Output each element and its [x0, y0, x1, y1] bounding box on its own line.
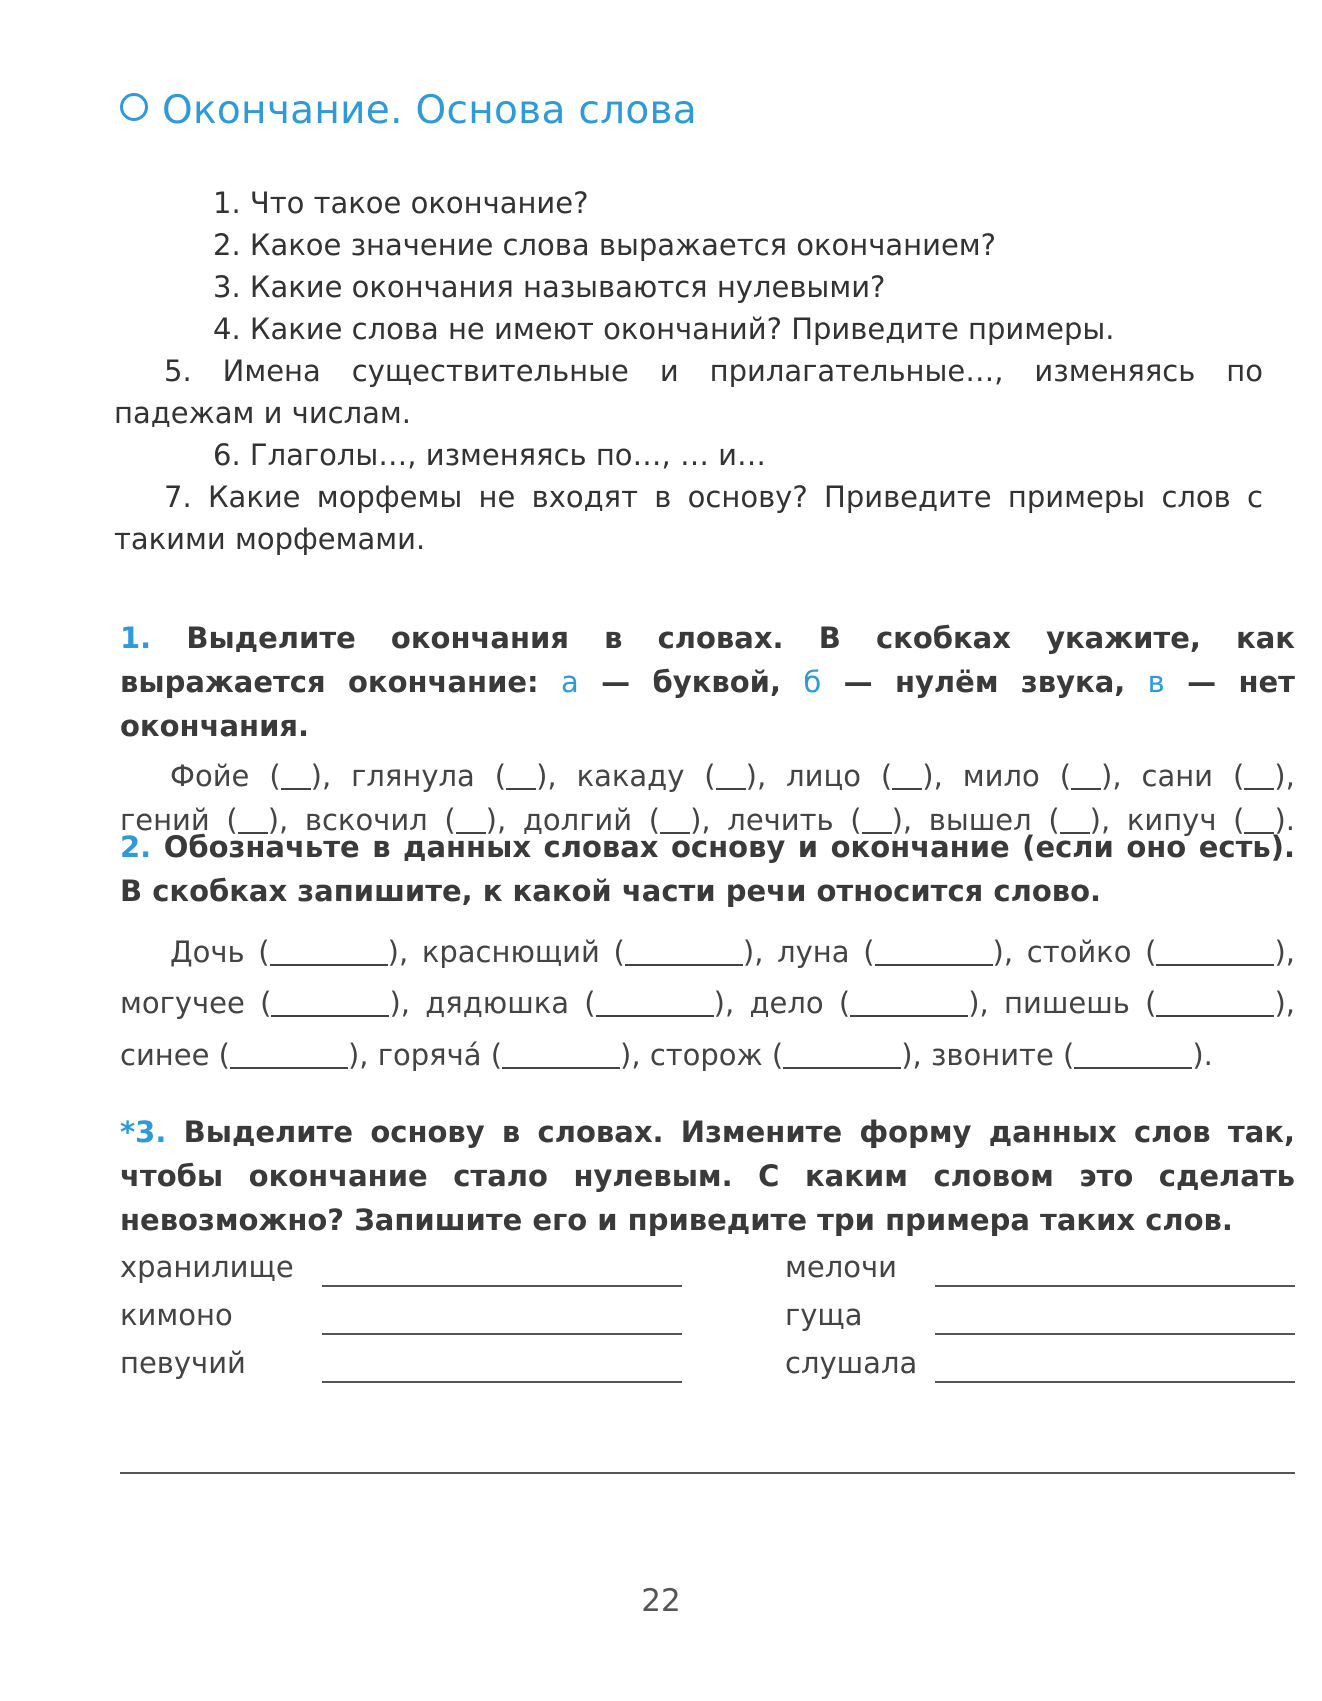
circle-bullet-icon: [120, 93, 148, 121]
answer-blank[interactable]: [1156, 989, 1274, 1017]
answer-blank[interactable]: [892, 762, 922, 790]
word: сторож: [649, 1038, 763, 1072]
word: сани: [1141, 759, 1214, 793]
word: хранилище: [120, 1250, 294, 1284]
task-2-words: Дочь ( ), краснющий ( ), луна ( ), стойко ( ),: [170, 935, 1295, 969]
word: кимоно: [120, 1298, 233, 1332]
task-3-number: *3.: [120, 1115, 167, 1149]
word: синее: [120, 1038, 210, 1072]
word: мелочи: [785, 1250, 897, 1284]
answer-blank[interactable]: [230, 1041, 348, 1069]
answer-line[interactable]: [322, 1285, 682, 1287]
task-2: [120, 825, 1295, 1081]
word: глянула: [351, 759, 475, 793]
word: Фойе: [170, 759, 250, 793]
answer-line[interactable]: [322, 1333, 682, 1335]
answer-blank[interactable]: [875, 938, 993, 966]
word: пишешь: [1004, 986, 1130, 1020]
task-1: [120, 616, 1295, 842]
answer-blank[interactable]: [1244, 762, 1274, 790]
question-2: 2. Какое значение слова выражается окончанием?: [213, 228, 997, 262]
word: луна: [777, 935, 850, 969]
answer-line[interactable]: [322, 1381, 682, 1383]
answer-line[interactable]: [935, 1333, 1295, 1335]
answer-blank[interactable]: [716, 762, 746, 790]
task-1-instruction: 1. Выделите окончания в словах. В скобках укажите, как выражается окончание: а — буквой, б — нулём звука, в — нет окончания.: [120, 621, 1295, 743]
task-1-words-line-2: гений ( ), вскочил ( ), долгий ( ), лечить ( ), вышел ( ), кипуч ( ).: [120, 803, 1295, 837]
answer-blank[interactable]: [1156, 938, 1274, 966]
question-list: [114, 182, 1263, 560]
task-2-words-line-2: могучее ( ), дядюшка ( ), дело ( ), пишешь ( ),: [120, 986, 1295, 1020]
word: краснющий: [421, 935, 600, 969]
word: какаду: [576, 759, 685, 793]
answer-blank[interactable]: [596, 989, 714, 1017]
word: дядюшка: [425, 986, 570, 1020]
answer-line[interactable]: [935, 1285, 1295, 1287]
word: долгий: [522, 803, 633, 837]
word: вышел: [928, 803, 1032, 837]
answer-row: [120, 1250, 1295, 1298]
answer-row: [120, 1298, 1295, 1346]
task-3: [120, 1110, 1295, 1242]
answer-blank[interactable]: [502, 1041, 620, 1069]
answer-row: [120, 1346, 1295, 1394]
section-title: [120, 88, 697, 133]
word: певучий: [120, 1346, 246, 1380]
word: Дочь: [170, 935, 245, 969]
task-3-instruction: *3. Выделите основу в словах. Измените форму данных слов так, чтобы окончание стало нулевым. С каким словом это сделать невозможно? Запишите его и приведите три примера таких слов.: [120, 1115, 1295, 1237]
word: кипуч: [1126, 803, 1217, 837]
answer-line[interactable]: [935, 1381, 1295, 1383]
page-number: 22: [641, 1583, 681, 1619]
word: вскочил: [304, 803, 428, 837]
word: гений: [120, 803, 210, 837]
answer-blank[interactable]: [270, 938, 388, 966]
answer-blank[interactable]: [850, 989, 968, 1017]
word: могучее: [120, 986, 245, 1020]
question-7: 7. Какие морфемы не входят в основу? Приведите примеры слов с такими морфемами.: [114, 480, 1263, 556]
task-1-number: 1.: [120, 621, 152, 655]
word: горячá: [377, 1038, 482, 1072]
section-title-text: Окончание. Основа слова: [162, 88, 697, 133]
answer-blank[interactable]: [281, 762, 311, 790]
word: звоните: [930, 1038, 1054, 1072]
answer-blank[interactable]: [625, 938, 743, 966]
word: гуща: [785, 1298, 863, 1332]
word: дело: [749, 986, 824, 1020]
task-2-number: 2.: [120, 830, 152, 864]
task-2-instruction: 2. Обозначьте в данных словах основу и окончание (если оно есть). В скобках запишите, к какой части речи относится слово.: [120, 830, 1295, 908]
word: мило: [962, 759, 1040, 793]
answer-blank[interactable]: [506, 762, 536, 790]
answer-line-full[interactable]: [120, 1472, 1295, 1474]
word: слушала: [785, 1346, 918, 1380]
question-1: 1. Что такое окончание?: [213, 186, 589, 220]
answer-blank[interactable]: [1071, 762, 1101, 790]
answer-blank[interactable]: [271, 989, 389, 1017]
task-1-words: Фойе ( ), глянула ( ), какаду ( ), лицо ( ), мило ( ), сани ( ),: [170, 759, 1295, 793]
answer-blank[interactable]: [1074, 1041, 1192, 1069]
question-5: 5. Имена существительные и прилагательные…, изменяясь по падежам и числам.: [114, 354, 1263, 430]
word: лечить: [727, 803, 834, 837]
question-3: 3. Какие окончания называются нулевыми?: [213, 270, 886, 304]
word: стойко: [1026, 935, 1132, 969]
task-3-answer-lines: [120, 1250, 1295, 1394]
question-4: 4. Какие слова не имеют окончаний? Приведите примеры.: [213, 312, 1115, 346]
answer-blank[interactable]: [783, 1041, 901, 1069]
question-6: 6. Глаголы…, изменяясь по…, … и…: [213, 438, 767, 472]
word: лицо: [786, 759, 861, 793]
task-2-words-line-3: синее ( ), горячá ( ), сторож ( ), звоните ( ).: [120, 1038, 1213, 1072]
